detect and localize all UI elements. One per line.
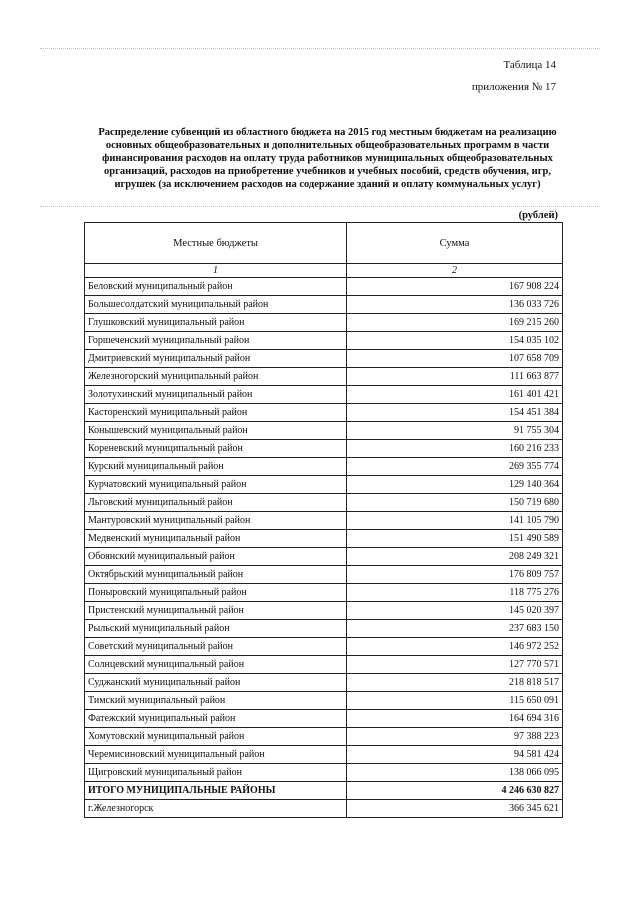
table-row <box>85 746 563 764</box>
sum-cell: 127 770 571 <box>347 656 563 674</box>
budget-name-cell: Рыльский муниципальный район <box>85 620 347 638</box>
budget-name-cell: Солнцевский муниципальный район <box>85 656 347 674</box>
budget-name-cell: Пристенский муниципальный район <box>85 602 347 620</box>
table-row <box>85 422 563 440</box>
table-row <box>85 296 563 314</box>
sum-cell: 164 694 316 <box>347 710 563 728</box>
budget-name-cell: Советский муниципальный район <box>85 638 347 656</box>
budget-name-cell: г.Железногорск <box>85 800 347 818</box>
sum-cell: 218 818 517 <box>347 674 563 692</box>
budget-name-cell: ИТОГО МУНИЦИПАЛЬНЫЕ РАЙОНЫ <box>85 782 347 800</box>
sum-cell: 154 451 384 <box>347 404 563 422</box>
budget-name-cell: Конышевский муниципальный район <box>85 422 347 440</box>
sum-cell: 154 035 102 <box>347 332 563 350</box>
appendix-label: приложения № 17 <box>471 81 556 93</box>
budget-name-cell: Касторенский муниципальный район <box>85 404 347 422</box>
sum-cell: 118 775 276 <box>347 584 563 602</box>
table-row <box>85 368 563 386</box>
sum-cell: 160 216 233 <box>347 440 563 458</box>
sum-cell: 138 066 095 <box>347 764 563 782</box>
scan-artifact-line <box>40 206 600 207</box>
document-title: Распределение субвенций из областного бюджета на 2015 год местным бюджетам на реализацию основных общеобразовательных и дополнительных общеобразовательных программ в части финансирования расходов на оплату труда работников муниципальных общеобразовательных организаций, расходов на приобретение учебников и учебных пособий, средств обучения, игр, игрушек (за исключением расходов на содержание зданий и оплату коммунальных услуг) <box>98 127 557 190</box>
table-row <box>85 314 563 332</box>
sum-cell: 111 663 877 <box>347 368 563 386</box>
table-row <box>85 656 563 674</box>
budget-name-cell: Золотухинский муниципальный район <box>85 386 347 404</box>
budget-name-cell: Большесолдатский муниципальный район <box>85 296 347 314</box>
table-row <box>85 386 563 404</box>
table-row <box>85 278 563 296</box>
budget-name-cell: Тимский муниципальный район <box>85 692 347 710</box>
table-header-row <box>85 223 563 264</box>
sum-cell: 129 140 364 <box>347 476 563 494</box>
table-row <box>85 602 563 620</box>
sum-cell: 169 215 260 <box>347 314 563 332</box>
budget-name-cell: Обоянский муниципальный район <box>85 548 347 566</box>
table-row <box>85 620 563 638</box>
sum-cell: 146 972 252 <box>347 638 563 656</box>
budget-name-cell: Суджанский муниципальный район <box>85 674 347 692</box>
table-row <box>85 692 563 710</box>
budget-name-cell: Октябрьский муниципальный район <box>85 566 347 584</box>
table-row <box>85 800 563 818</box>
column-number-2: 2 <box>347 264 563 278</box>
sum-cell: 97 388 223 <box>347 728 563 746</box>
table-row <box>85 476 563 494</box>
budget-name-cell: Щигровский муниципальный район <box>85 764 347 782</box>
table-row <box>85 728 563 746</box>
sum-cell: 161 401 421 <box>347 386 563 404</box>
sum-cell: 4 246 630 827 <box>347 782 563 800</box>
total-row <box>85 782 563 800</box>
sum-cell: 91 755 304 <box>347 422 563 440</box>
table-row <box>85 350 563 368</box>
sum-cell: 167 908 224 <box>347 278 563 296</box>
table-number: Таблица 14 <box>503 59 556 71</box>
column-number-1: 1 <box>85 264 347 278</box>
sum-cell: 208 249 321 <box>347 548 563 566</box>
table-body <box>85 278 563 818</box>
budget-name-cell: Медвенский муниципальный район <box>85 530 347 548</box>
sum-cell: 136 033 726 <box>347 296 563 314</box>
sum-cell: 237 683 150 <box>347 620 563 638</box>
sum-cell: 115 650 091 <box>347 692 563 710</box>
units-label: (рублей) <box>518 210 558 221</box>
table-row <box>85 494 563 512</box>
budget-name-cell: Хомутовский муниципальный район <box>85 728 347 746</box>
budget-name-cell: Черемисиновский муниципальный район <box>85 746 347 764</box>
table-row <box>85 548 563 566</box>
budget-name-cell: Мантуровский муниципальный район <box>85 512 347 530</box>
budget-name-cell: Поныровский муниципальный район <box>85 584 347 602</box>
table-row <box>85 710 563 728</box>
sum-cell: 94 581 424 <box>347 746 563 764</box>
budget-name-cell: Кореневский муниципальный район <box>85 440 347 458</box>
column-header-sum: Сумма <box>347 223 563 264</box>
budget-name-cell: Беловский муниципальный район <box>85 278 347 296</box>
column-header-budgets: Местные бюджеты <box>85 223 347 264</box>
sum-cell: 141 105 790 <box>347 512 563 530</box>
table-row <box>85 512 563 530</box>
table-row <box>85 404 563 422</box>
subvention-table <box>84 222 563 818</box>
table-row <box>85 584 563 602</box>
table-row <box>85 674 563 692</box>
table-row <box>85 638 563 656</box>
table-row <box>85 332 563 350</box>
sum-cell: 145 020 397 <box>347 602 563 620</box>
sum-cell: 150 719 680 <box>347 494 563 512</box>
table-row <box>85 440 563 458</box>
column-number-row <box>85 264 563 278</box>
sum-cell: 176 809 757 <box>347 566 563 584</box>
sum-cell: 151 490 589 <box>347 530 563 548</box>
table-row <box>85 764 563 782</box>
scan-artifact-line <box>40 48 600 49</box>
budget-name-cell: Льговский муниципальный район <box>85 494 347 512</box>
budget-name-cell: Железногорский муниципальный район <box>85 368 347 386</box>
budget-name-cell: Глушковский муниципальный район <box>85 314 347 332</box>
table-row <box>85 530 563 548</box>
table-row <box>85 458 563 476</box>
sum-cell: 269 355 774 <box>347 458 563 476</box>
sum-cell: 107 658 709 <box>347 350 563 368</box>
budget-name-cell: Горшеченский муниципальный район <box>85 332 347 350</box>
table-row <box>85 566 563 584</box>
budget-name-cell: Курский муниципальный район <box>85 458 347 476</box>
budget-name-cell: Дмитриевский муниципальный район <box>85 350 347 368</box>
sum-cell: 366 345 621 <box>347 800 563 818</box>
budget-name-cell: Курчатовский муниципальный район <box>85 476 347 494</box>
budget-name-cell: Фатежский муниципальный район <box>85 710 347 728</box>
